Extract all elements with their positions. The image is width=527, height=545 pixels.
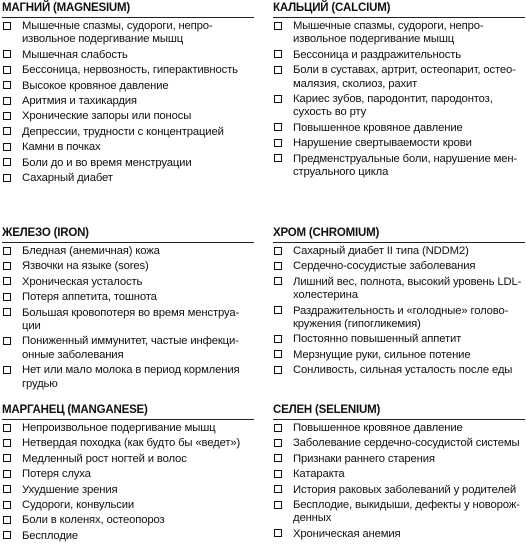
checklist-item[interactable] bbox=[273, 364, 525, 377]
checklist-item[interactable] bbox=[273, 137, 525, 150]
checklist-item[interactable] bbox=[273, 49, 525, 62]
checklist-item-label: Кариес зубов, пародонтит, пародонтоз, сухость во рту bbox=[293, 93, 493, 119]
checklist-item[interactable] bbox=[2, 468, 254, 481]
checkbox[interactable] bbox=[274, 424, 282, 432]
checkbox[interactable] bbox=[274, 123, 282, 131]
checklist-item-label: Непроизвольное подергивание мышц bbox=[22, 422, 216, 434]
checklist-item[interactable] bbox=[273, 20, 525, 47]
section-title: ХРОМ (CHROMIUM) bbox=[273, 227, 525, 243]
checklist bbox=[2, 20, 254, 185]
checklist-item[interactable] bbox=[2, 364, 254, 391]
checkbox[interactable] bbox=[3, 439, 11, 447]
checklist-item[interactable] bbox=[273, 122, 525, 135]
checklist-item-label: Боли в коленях, остеопороз bbox=[22, 514, 165, 527]
section-manganese bbox=[2, 404, 254, 545]
checkbox[interactable] bbox=[274, 247, 282, 255]
checkbox[interactable] bbox=[3, 50, 11, 58]
checklist-item[interactable] bbox=[2, 49, 254, 62]
checkbox[interactable] bbox=[274, 335, 282, 343]
checklist-item-label: Хроническая анемия bbox=[293, 527, 401, 540]
checklist-item-label: Хронические запоры или поносы bbox=[22, 110, 192, 123]
checklist-item-label: Бессоница и раздражительность bbox=[293, 48, 461, 61]
checklist-item-label: Повышенное кровяное давление bbox=[293, 422, 463, 434]
checkbox[interactable] bbox=[3, 22, 11, 30]
checklist-item-label: Мышечная слабость bbox=[22, 48, 128, 61]
checklist bbox=[273, 245, 525, 378]
checklist-item[interactable] bbox=[273, 260, 525, 273]
checkbox[interactable] bbox=[3, 424, 11, 432]
checkbox[interactable] bbox=[3, 366, 11, 374]
section-title: МАГНИЙ (MAGNESIUM) bbox=[2, 2, 254, 18]
checklist-item-label: Нетвердая походка (как будто бы «ведет») bbox=[22, 437, 241, 450]
checklist-item[interactable] bbox=[273, 499, 525, 526]
checklist-item-label: Ухудшение зрения bbox=[22, 483, 118, 496]
checklist-item[interactable] bbox=[2, 110, 254, 123]
checkbox[interactable] bbox=[3, 277, 11, 285]
checklist-item[interactable] bbox=[273, 484, 525, 497]
checkbox[interactable] bbox=[3, 81, 11, 89]
checklist-item[interactable] bbox=[273, 153, 525, 180]
checklist-item-label: Постоянно повышенный аппетит bbox=[293, 333, 462, 346]
checklist-item[interactable] bbox=[273, 305, 525, 332]
checklist-item-label: Потеря аппетита, тошнота bbox=[22, 291, 157, 304]
checkbox[interactable] bbox=[3, 454, 11, 462]
section-title: КАЛЬЦИЙ (CALCIUM) bbox=[273, 2, 525, 18]
checkbox[interactable] bbox=[274, 470, 282, 478]
checklist-item-label: Сахарный диабет II типа (NDDM2) bbox=[293, 245, 469, 257]
checklist-item-label: Большая кровопотеря во время менструа-ции bbox=[22, 306, 240, 333]
checkbox[interactable] bbox=[274, 439, 282, 447]
checkbox[interactable] bbox=[274, 66, 282, 74]
checklist-item[interactable] bbox=[273, 93, 525, 120]
section-selenium bbox=[273, 404, 525, 543]
checkbox[interactable] bbox=[274, 366, 282, 374]
checklist-item[interactable] bbox=[2, 276, 254, 289]
checklist-item-label: Мышечные спазмы, судороги, непро-извольное подергивание мышц bbox=[22, 20, 213, 46]
checklist-item-label: Катаракта bbox=[293, 468, 345, 481]
checklist-item[interactable] bbox=[2, 95, 254, 108]
checklist-item-label: Высокое кровяное давление bbox=[22, 79, 169, 92]
checklist-item-label: История раковых заболеваний у родителей bbox=[293, 483, 517, 496]
checklist-item-label: Судороги, конвульсии bbox=[22, 499, 135, 512]
checklist-item[interactable] bbox=[273, 276, 525, 303]
checklist-item-label: Повышенное кровяное давление bbox=[293, 121, 463, 134]
checklist-item[interactable] bbox=[2, 437, 254, 450]
checkbox[interactable] bbox=[3, 485, 11, 493]
checklist-item[interactable] bbox=[273, 245, 525, 258]
checklist-item[interactable] bbox=[2, 307, 254, 334]
checklist-item-label: Признаки раннего старения bbox=[293, 452, 435, 465]
checkbox[interactable] bbox=[3, 66, 11, 74]
checklist bbox=[273, 422, 525, 541]
checklist-item-label: Потеря слуха bbox=[22, 468, 91, 481]
checklist-item-label: Боли до и во время менструации bbox=[22, 156, 192, 169]
checklist-item-label: Заболевание сердечно-сосудистой системы bbox=[293, 437, 520, 450]
section-title: МАРГАНЕЦ (MANGANESE) bbox=[2, 404, 254, 420]
checkbox[interactable] bbox=[3, 174, 11, 182]
checklist-item-label: Камни в почках bbox=[22, 141, 101, 154]
section-title: СЕЛЕН (SELENIUM) bbox=[273, 404, 525, 420]
checklist-item-label: Бесплодие, выкидыши, дефекты у новорож-денных bbox=[293, 499, 520, 525]
checklist-item-label: Язвочки на языке (sores) bbox=[22, 260, 149, 273]
checkbox[interactable] bbox=[3, 262, 11, 270]
checkbox[interactable] bbox=[274, 262, 282, 270]
section-title: ЖЕЛЕЗО (IRON) bbox=[2, 227, 254, 243]
checklist-item-label: Бесплодие bbox=[22, 529, 79, 542]
checklist-item[interactable] bbox=[2, 514, 254, 527]
section-magnesium bbox=[2, 2, 254, 187]
checkbox[interactable] bbox=[274, 529, 282, 537]
checklist-item-label: Сонливость, сильная усталость после еды bbox=[293, 364, 513, 377]
checkbox[interactable] bbox=[274, 350, 282, 358]
checklist-item[interactable] bbox=[273, 64, 525, 91]
checklist-item[interactable] bbox=[273, 422, 525, 435]
checklist-item[interactable] bbox=[2, 64, 254, 77]
checkbox[interactable] bbox=[274, 277, 282, 285]
checklist-item-label: Нет или мало молока в период кормления грудью bbox=[22, 364, 240, 390]
checklist bbox=[2, 245, 254, 391]
checklist-item[interactable] bbox=[2, 260, 254, 273]
checklist bbox=[273, 20, 525, 179]
checklist-item[interactable] bbox=[2, 80, 254, 93]
checklist-item-label: Депрессии, трудности с концентрацией bbox=[22, 125, 224, 138]
checklist bbox=[2, 422, 254, 543]
checkbox[interactable] bbox=[3, 337, 11, 345]
section-iron bbox=[2, 227, 254, 393]
checklist-item[interactable] bbox=[2, 453, 254, 466]
checklist-item-label: Бледная (анемичная) кожа bbox=[22, 245, 160, 257]
checklist-item[interactable] bbox=[2, 157, 254, 170]
section-chromium bbox=[273, 227, 525, 380]
checkbox[interactable] bbox=[274, 501, 282, 509]
checkbox[interactable] bbox=[274, 50, 282, 58]
checklist-item-label: Сахарный диабет bbox=[22, 172, 113, 185]
checklist-item[interactable] bbox=[2, 126, 254, 139]
checkbox[interactable] bbox=[274, 22, 282, 30]
checkbox[interactable] bbox=[3, 158, 11, 166]
checkbox[interactable] bbox=[3, 308, 11, 316]
checklist-item-label: Мышечные спазмы, судороги, непро-извольное подергивание мышц bbox=[293, 20, 484, 46]
checklist-item-label: Медленный рост ногтей и волос bbox=[22, 452, 187, 465]
checklist-item[interactable] bbox=[2, 141, 254, 154]
checklist-item[interactable] bbox=[273, 453, 525, 466]
checklist-item-label: Боли в суставах, артрит, остеопарит, остео-малязия, сколиоз, рахит bbox=[293, 64, 516, 90]
checkbox[interactable] bbox=[274, 154, 282, 162]
checklist-item[interactable] bbox=[2, 245, 254, 258]
section-calcium bbox=[273, 2, 525, 181]
checklist-item-label: Нарушение свертываемости крови bbox=[293, 137, 472, 150]
checklist-item[interactable] bbox=[273, 468, 525, 481]
checklist-item[interactable] bbox=[2, 422, 254, 435]
checklist-item[interactable] bbox=[273, 528, 525, 541]
checklist-item-label: Лишний вес, полнота, высокий уровень LDL- холестерина bbox=[293, 275, 522, 302]
checkbox[interactable] bbox=[3, 247, 11, 255]
checkbox[interactable] bbox=[3, 501, 11, 509]
checklist-item[interactable] bbox=[2, 172, 254, 185]
checkbox[interactable] bbox=[274, 139, 282, 147]
checkbox[interactable] bbox=[3, 531, 11, 539]
checkbox[interactable] bbox=[3, 516, 11, 524]
checkbox[interactable] bbox=[3, 470, 11, 478]
checkbox[interactable] bbox=[3, 112, 11, 120]
checkbox[interactable] bbox=[274, 454, 282, 462]
checklist-item-label: Мерзнущие руки, сильное потение bbox=[293, 348, 471, 361]
checkbox[interactable] bbox=[3, 293, 11, 301]
checkbox[interactable] bbox=[3, 143, 11, 151]
checklist-item[interactable] bbox=[2, 20, 254, 47]
checklist-item[interactable] bbox=[2, 484, 254, 497]
checklist-item-label: Хроническая усталость bbox=[22, 275, 143, 288]
checkbox[interactable] bbox=[274, 306, 282, 314]
checklist-item-label: Пониженный иммунитет, частые инфекци-онные заболевания bbox=[22, 335, 239, 361]
checklist-item-label: Предменструальные боли, нарушение мен-струального цикла bbox=[293, 152, 518, 179]
checklist-item[interactable] bbox=[2, 291, 254, 304]
checklist-item-label: Сердечно-сосудистые заболевания bbox=[293, 260, 476, 273]
checklist-item[interactable] bbox=[273, 349, 525, 362]
checklist-item[interactable] bbox=[2, 530, 254, 543]
checkbox[interactable] bbox=[274, 485, 282, 493]
checkbox[interactable] bbox=[274, 95, 282, 103]
checklist-item[interactable] bbox=[2, 335, 254, 362]
checklist-item[interactable] bbox=[273, 333, 525, 346]
checklist-item[interactable] bbox=[2, 499, 254, 512]
checklist-item-label: Раздражительность и «голодные» голово-кружения (гипогликемия) bbox=[293, 304, 509, 331]
checklist-item-label: Бессоница, нервозность, гиперактивность bbox=[22, 64, 238, 77]
checkbox[interactable] bbox=[3, 127, 11, 135]
checkbox[interactable] bbox=[3, 97, 11, 105]
checklist-item-label: Аритмия и тахикардия bbox=[22, 95, 137, 108]
checklist-item[interactable] bbox=[273, 437, 525, 450]
